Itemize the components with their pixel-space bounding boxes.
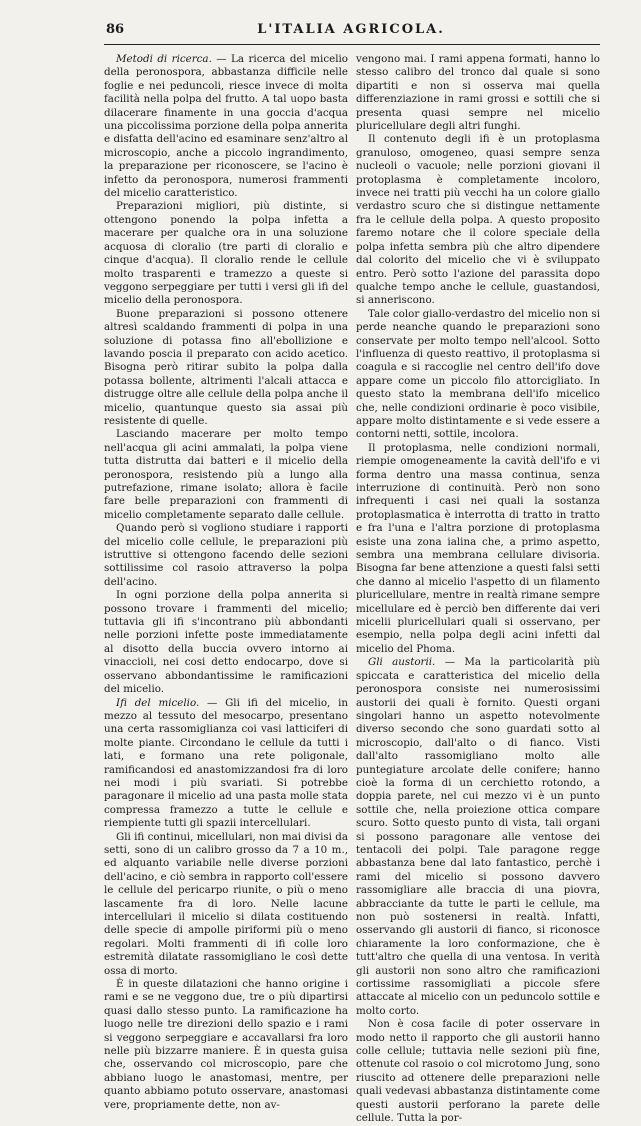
paragraph [104,589,348,696]
paragraph [104,53,348,200]
paragraph-text: — La ricerca del micelio della peronospora, abbastanza difficile nelle foglie e nei peduncoli, riesce invece di molta facilità nella polpa del frutto. A tal uopo basta dilacerare finamente in una goccia d'acqua una piccolissima porzione della polpa annerita e disfatta dell'acino ed esaminare senz'altro al microscopio, anche a piccolo ingrandimento, la preparazione per riconoscere, se l'acino è infetto da peronospora, numerosi frammenti del micelio caratteristico. [104,53,348,200]
paragraph-text: Il protoplasma, nelle condizioni normali, riempie omogeneamente la cavità dell'ifo e vi forma dentro una massa continua, senza interruzione di continuità. Però non sono infrequenti i casi nei quali la sostanza protoplasmatica è interrotta di tratto in tratto e fra l'una e l'altra porzione di protoplasma esiste una zona ialina che, a primo aspetto, sembra una membrana cellulare divisoria. Bisogna far bene attenzione a questi falsi setti che danno al micelio l'aspetto di un filamento pluricellulare, mentre in realtà rimane sempre micellulare ed è perciò ben differente dai veri micelii pluricellulari quali si osservano, per esempio, nella polpa degli acini infetti dal micelio del Phoma. [356,441,600,655]
paragraph-text: — Gli ifi del micelio, in mezzo al tessuto del mesocarpo, presentano una certa rassomiglianza coi vasi latticiferi di molte piante. Circondano le cellule da tutti i lati, e formano una rete poligonale, ramificandosi ed anastomizzandosi fra di loro nei modi i più svariati. Si potrebbe paragonare il micelio ad una pasta molle stata compressa framezzo a tutte le cellule e riempiente tutti gli spazii intercellulari. [104,696,348,830]
paragraph [356,1018,600,1125]
right-column [356,53,600,1125]
paragraph [104,308,348,429]
section-heading: Metodi di ricerca. [116,53,212,65]
paragraph-text: Gli ifi continui, micellulari, non mai divisi da setti, sono di un calibro grosso da 7 a 10 m., ed alquanto variabile nelle diverse porzioni dell'acino, e ciò sembra in rapporto coll'essere le cellule del pericarpo riunite, o più o meno lascamente fra di loro. Nelle lacune intercellulari il micelio si dilata costituendo delle specie di ampolle piriformi più o meno regolari. Molti frammenti di ifi colle loro estremità dilatate rassomigliano le così dette ossa di morto. [104,830,348,977]
paragraph-text: Buone preparazioni si possono ottenere altresì scaldando frammenti di polpa in una soluzione di potassa fino all'ebollizione e lavando poscia il preparato con acido acetico. Bisogna però ritirar subito la polpa dalla potassa bollente, altrimenti l'alcali attacca e distrugge oltre alle cellule della polpa anche il micelio, quantunque questo sia assai più resistente di quelle. [104,307,348,427]
journal-title: L'ITALIA AGRICOLA. [257,22,445,37]
paragraph-text: In ogni porzione della polpa annerita si possono trovare i frammenti del micelio; tuttavia gli ifi s'incontrano più abbondanti nelle porzioni infette poste immediatamente al disotto della buccia ovvero intorno ai vinaccioli, nei cosi detto endocarpo, dove si osservano abbondantissime le ramificazioni del micelio. [104,589,348,696]
paragraph [104,978,348,1112]
paragraph-text: Quando però si vogliono studiare i rapporti del micelio colle cellule, le preparazioni più istruttive si ottengono facendo delle sezioni sottilissime col rasoio attraverso la polpa dell'acino. [104,522,348,588]
paragraph [356,308,600,442]
paragraph-text: Non è cosa facile di poter osservare in modo netto il rapporto che gli austorii hanno colle cellule; tuttavia nelle sezioni più fine, ottenute col rasoio o col microtomo Jung, sono riuscito ad ottenere delle preparazioni nelle quali vedevasi abbastanza distintamente come questi austorii perforano la parete delle cellule. Tutta la por- [356,1018,600,1125]
paragraph [104,522,348,589]
paragraph-text: Preparazioni migliori, più distinte, si ottengono ponendo la polpa infetta a macerare per qualche ora in una soluzione acquosa di cloralio (tre parti di cloralio e cinque d'acqua). Il cloralio rende le cellule molto trasparenti e tramezzo a queste si veggono serpeggiare per tutti i versi gli ifi del micelio della peronospora. [104,200,348,307]
paragraph [104,428,348,522]
header-rule [104,44,600,45]
paragraph-text: Tale color giallo-verdastro del micelio non si perde neanche quando le preparazioni sono conservate per molto tempo nell'alcool. Sotto l'influenza di questo reattivo, il protoplasma si coagula e si raccoglie nel centro dell'ifo dove appare come un piccolo filo attorcigliato. In questo stato la membrana dell'ifo micelico che, nelle condizioni ordinarie è poco visibile, appare molto distintamente e si vede essere a contorni netti, sottile, incolora. [356,307,600,441]
running-header [106,18,596,44]
section-heading: Gli austorii. [368,656,436,669]
paragraph [104,831,348,978]
paragraph-text: È in queste dilatazioni che hanno origine i rami e se ne veggono due, tre o più dipartirsi quasi dallo stesso punto. La ramificazione ha luogo nelle tre direzioni dello spazio e i rami si veggono serpeggiare e accavallarsi fra loro nelle più bizzarre maniere. È in questa guisa che, osservando col microscopio, pare che abbiano luogo le anastomasi, mentre, per quanto abbiamo potuto osservare, anastomasi vere, propriamente dette, non av- [104,978,348,1111]
paragraph [356,53,600,133]
left-column [104,53,348,1111]
paragraph [104,200,348,307]
paragraph-text: — Ma la particolarità più spiccata e caratteristica del micelio della peronospora consiste nei numerosissimi austorii dei quali è fornito. Questi organi singolari hanno un aspetto notevolmente diverso secondo che sono guardati sotto al microscopio, dall'alto o di fianco. Visti dall'alto rassomigliano molto alle puntegiature arcolate delle conifere; hanno cioè la forma di un cerchietto rotondo, a doppia parete, nel cui mezzo vi è un punto sottile che, nella proiezione ottica compare scuro. Sotto questo punto di vista, tali organi si possono paragonare alle ventose dei tentacoli dei polpi. Tale paragone regge abbastanza bene dal lato fantastico, perchè i rami del micelio si possono davvero rassomigliare alle braccia di una piovra, abbracciante da tutte le parti le cellule, ma non può sostenersi in realtà. Infatti, osservando gli austorii di fianco, si riconosce chiaramente la loro conformazione, che è tutt'altro che quella di una ventosa. In verità gli austorii non sono altro che ramificazioni cortissime rassomigliati a piccole sfere attaccate al micelio con un peduncolo sottile e molto corto. [356,656,600,1017]
paragraph [356,442,600,657]
page-number: 86 [106,22,125,37]
paragraph-text: Il contenuto degli ifi è un protoplasma granuloso, omogeneo, quasi sempre senza nucleoli o vacuole; nelle porzioni giovani il protoplasma è completamente incoloro, invece nei tratti più vecchi ha un colore giallo verdastro scuro che si distingue nettamente fra le cellule della polpa. A questo proposito faremo notare che il colore speciale della polpa infetta sembra più che altro dipendere dal colorito del micelio che vi è sviluppato entro. Però sotto l'azione del parassita dopo qualche tempo anche le cellule, guastandosi, si anneriscono. [356,133,600,307]
paragraph-text: vengono mai. I rami appena formati, hanno lo stesso calibro del tronco dal quale si sono dipartiti e non si osserva mai quella differenziazione in rami grossi e sottili che si presenta quasi sempre nel micelio pluricellulare degli altri funghi. [356,53,600,133]
section-heading: Ifi del micelio. [116,696,200,709]
paragraph-text: Lasciando macerare per molto tempo nell'acqua gli acini ammalati, la polpa viene tutta distrutta dai batteri e il micelio della peronospora, resistendo più a lungo alla putrefazione, rimane isolato; allora è facile fare belle preparazioni con frammenti di micelio completamente separato dalle cellule. [104,428,348,521]
paragraph [356,133,600,307]
paragraph [356,656,600,1018]
paragraph [104,697,348,831]
